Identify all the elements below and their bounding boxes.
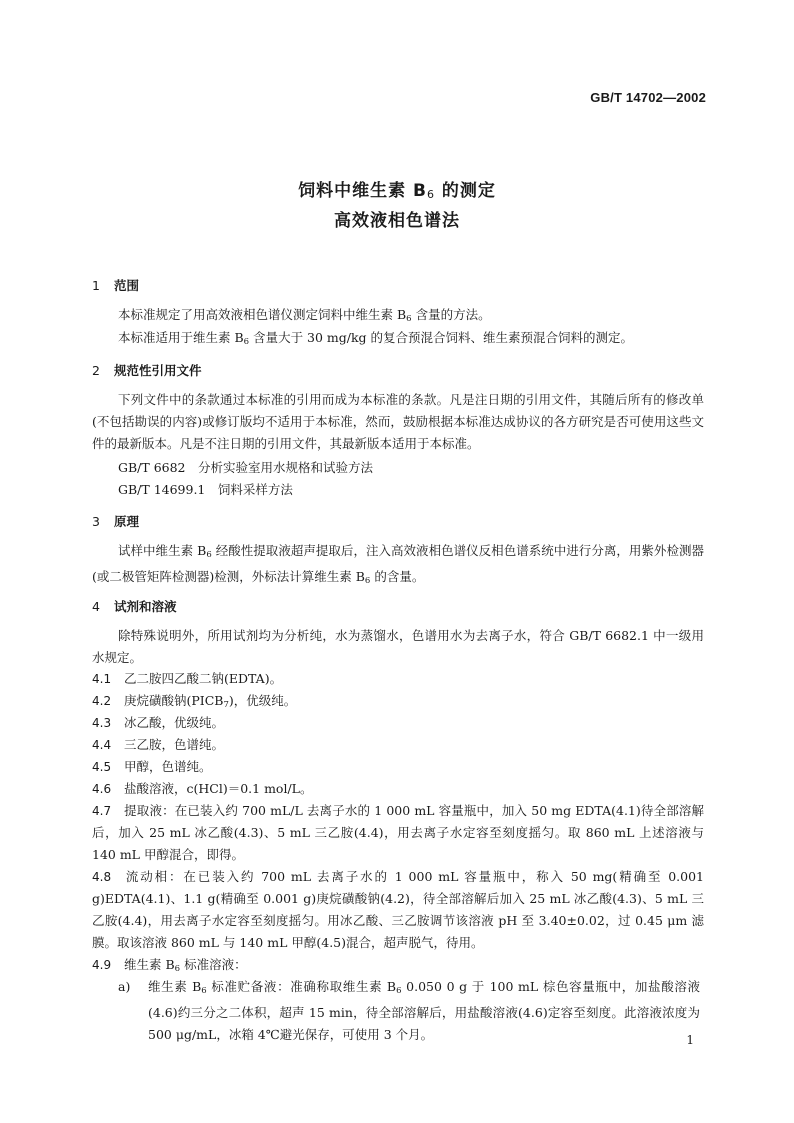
paragraph: 除特殊说明外，所用试剂均为分析纯，水为蒸馏水，色谱用水为去离子水，符合 GB/T 6682.1 中一级用水规定。: [92, 628, 704, 665]
list-item: 4.2 庚烷磺酸钠$(PICB_7)$，优级纯。: [92, 693, 297, 710]
paragraph: 本标准规定了用高效液相色谱仪测定饲料中维生素 $B_6$ 含量的方法。: [118, 307, 491, 324]
document-title: 饲料中维生素 $B_6$ 的测定: [298, 181, 496, 201]
sub-list-item: a) 维生素 $B_6$ 标准贮备液：准确称取维生素 $B_6$ 0.050 0 g 于 100 mL 棕色容量瓶中，加盐酸溶液(4.6)约三分之二体积，超声 15 min，待全部溶解后，用盐酸溶液(4.6)定容至刻度。此溶液浓度为 500 μg/mL，冰箱 4℃避光保存，可使用 3 个月。: [118, 979, 700, 1042]
paragraph: 试样中维生素 $B_6$ 经酸性提取液超声提取后，注入高效液相色谱仪反相色谱系统中进行分离，用紫外检测器(或二极管矩阵检测器)检测，外标法计算维生素 $B_6$ 的含量。: [92, 543, 704, 586]
reference-item: GB/T 6682 分析实验室用水规格和试验方法: [118, 460, 374, 475]
section-heading-scope: 1 范围: [92, 278, 140, 293]
list-item: 4.8 流动相：在已装入约 700 mL 去离子水的 1 000 mL 容量瓶中，称入 50 mg(精确至 0.001 g)EDTA(4.1)、1.1 g(精确至 0.001 g)庚烷磺酸钠(4.2)，待全部溶解后加入 25 mL 冰乙酸(4.3)、5 mL 三乙胺(4.4)，用去离子水定容至刻度摇匀。用冰乙酸、三乙胺调节该溶液 pH 至 3.40±0.02，过 0.45 μm 滤膜。取该溶液 860 mL 与 140 mL 甲醇(4.5)混合，超声脱气，待用。: [92, 869, 704, 950]
section-heading-references: 2 规范性引用文件: [92, 363, 202, 378]
list-item: 4.6 盐酸溶液，c(HCl)＝0.1 mol/L。: [92, 781, 313, 796]
list-item: 4.1 乙二胺四乙酸二钠(EDTA)。: [92, 671, 283, 686]
page-number: 1: [686, 1033, 694, 1047]
list-item: 4.5 甲醇，色谱纯。: [92, 759, 212, 774]
list-item: 4.4 三乙胺，色谱纯。: [92, 737, 225, 752]
paragraph: 下列文件中的条款通过本标准的引用而成为本标准的条款。凡是注日期的引用文件，其随后所有的修改单(不包括勘误的内容)或修订版均不适用于本标准，然而，鼓励根据本标准达成协议的各方研究是否可使用这些文件的最新版本。凡是不注日期的引用文件，其最新版本适用于本标准。: [92, 392, 704, 451]
reference-item: GB/T 14699.1 饲料采样方法: [118, 482, 293, 497]
list-item: 4.9 维生素 $B_6$ 标准溶液：: [92, 957, 247, 974]
list-item: 4.7 提取液：在已装入约 700 mL/L 去离子水的 1 000 mL 容量瓶中，加入 50 mg EDTA(4.1)待全部溶解后，加入 25 mL 冰乙酸(4.3)、5 mL 三乙胺(4.4)，用去离子水定容至刻度摇匀。取 860 mL 上述溶液与 140 mL 甲醇混合，即得。: [92, 803, 704, 862]
section-heading-principle: 3 原理: [92, 514, 140, 529]
list-item: 4.3 冰乙酸，优级纯。: [92, 715, 225, 730]
document-subtitle: 高效液相色谱法: [334, 211, 460, 231]
standard-number: GB/T 14702—2002: [590, 90, 706, 105]
section-heading-reagents: 4 试剂和溶液: [92, 599, 177, 614]
paragraph: 本标准适用于维生素 $B_6$ 含量大于 30 mg/kg 的复合预混合饲料、维生素预混合饲料的测定。: [118, 330, 634, 347]
